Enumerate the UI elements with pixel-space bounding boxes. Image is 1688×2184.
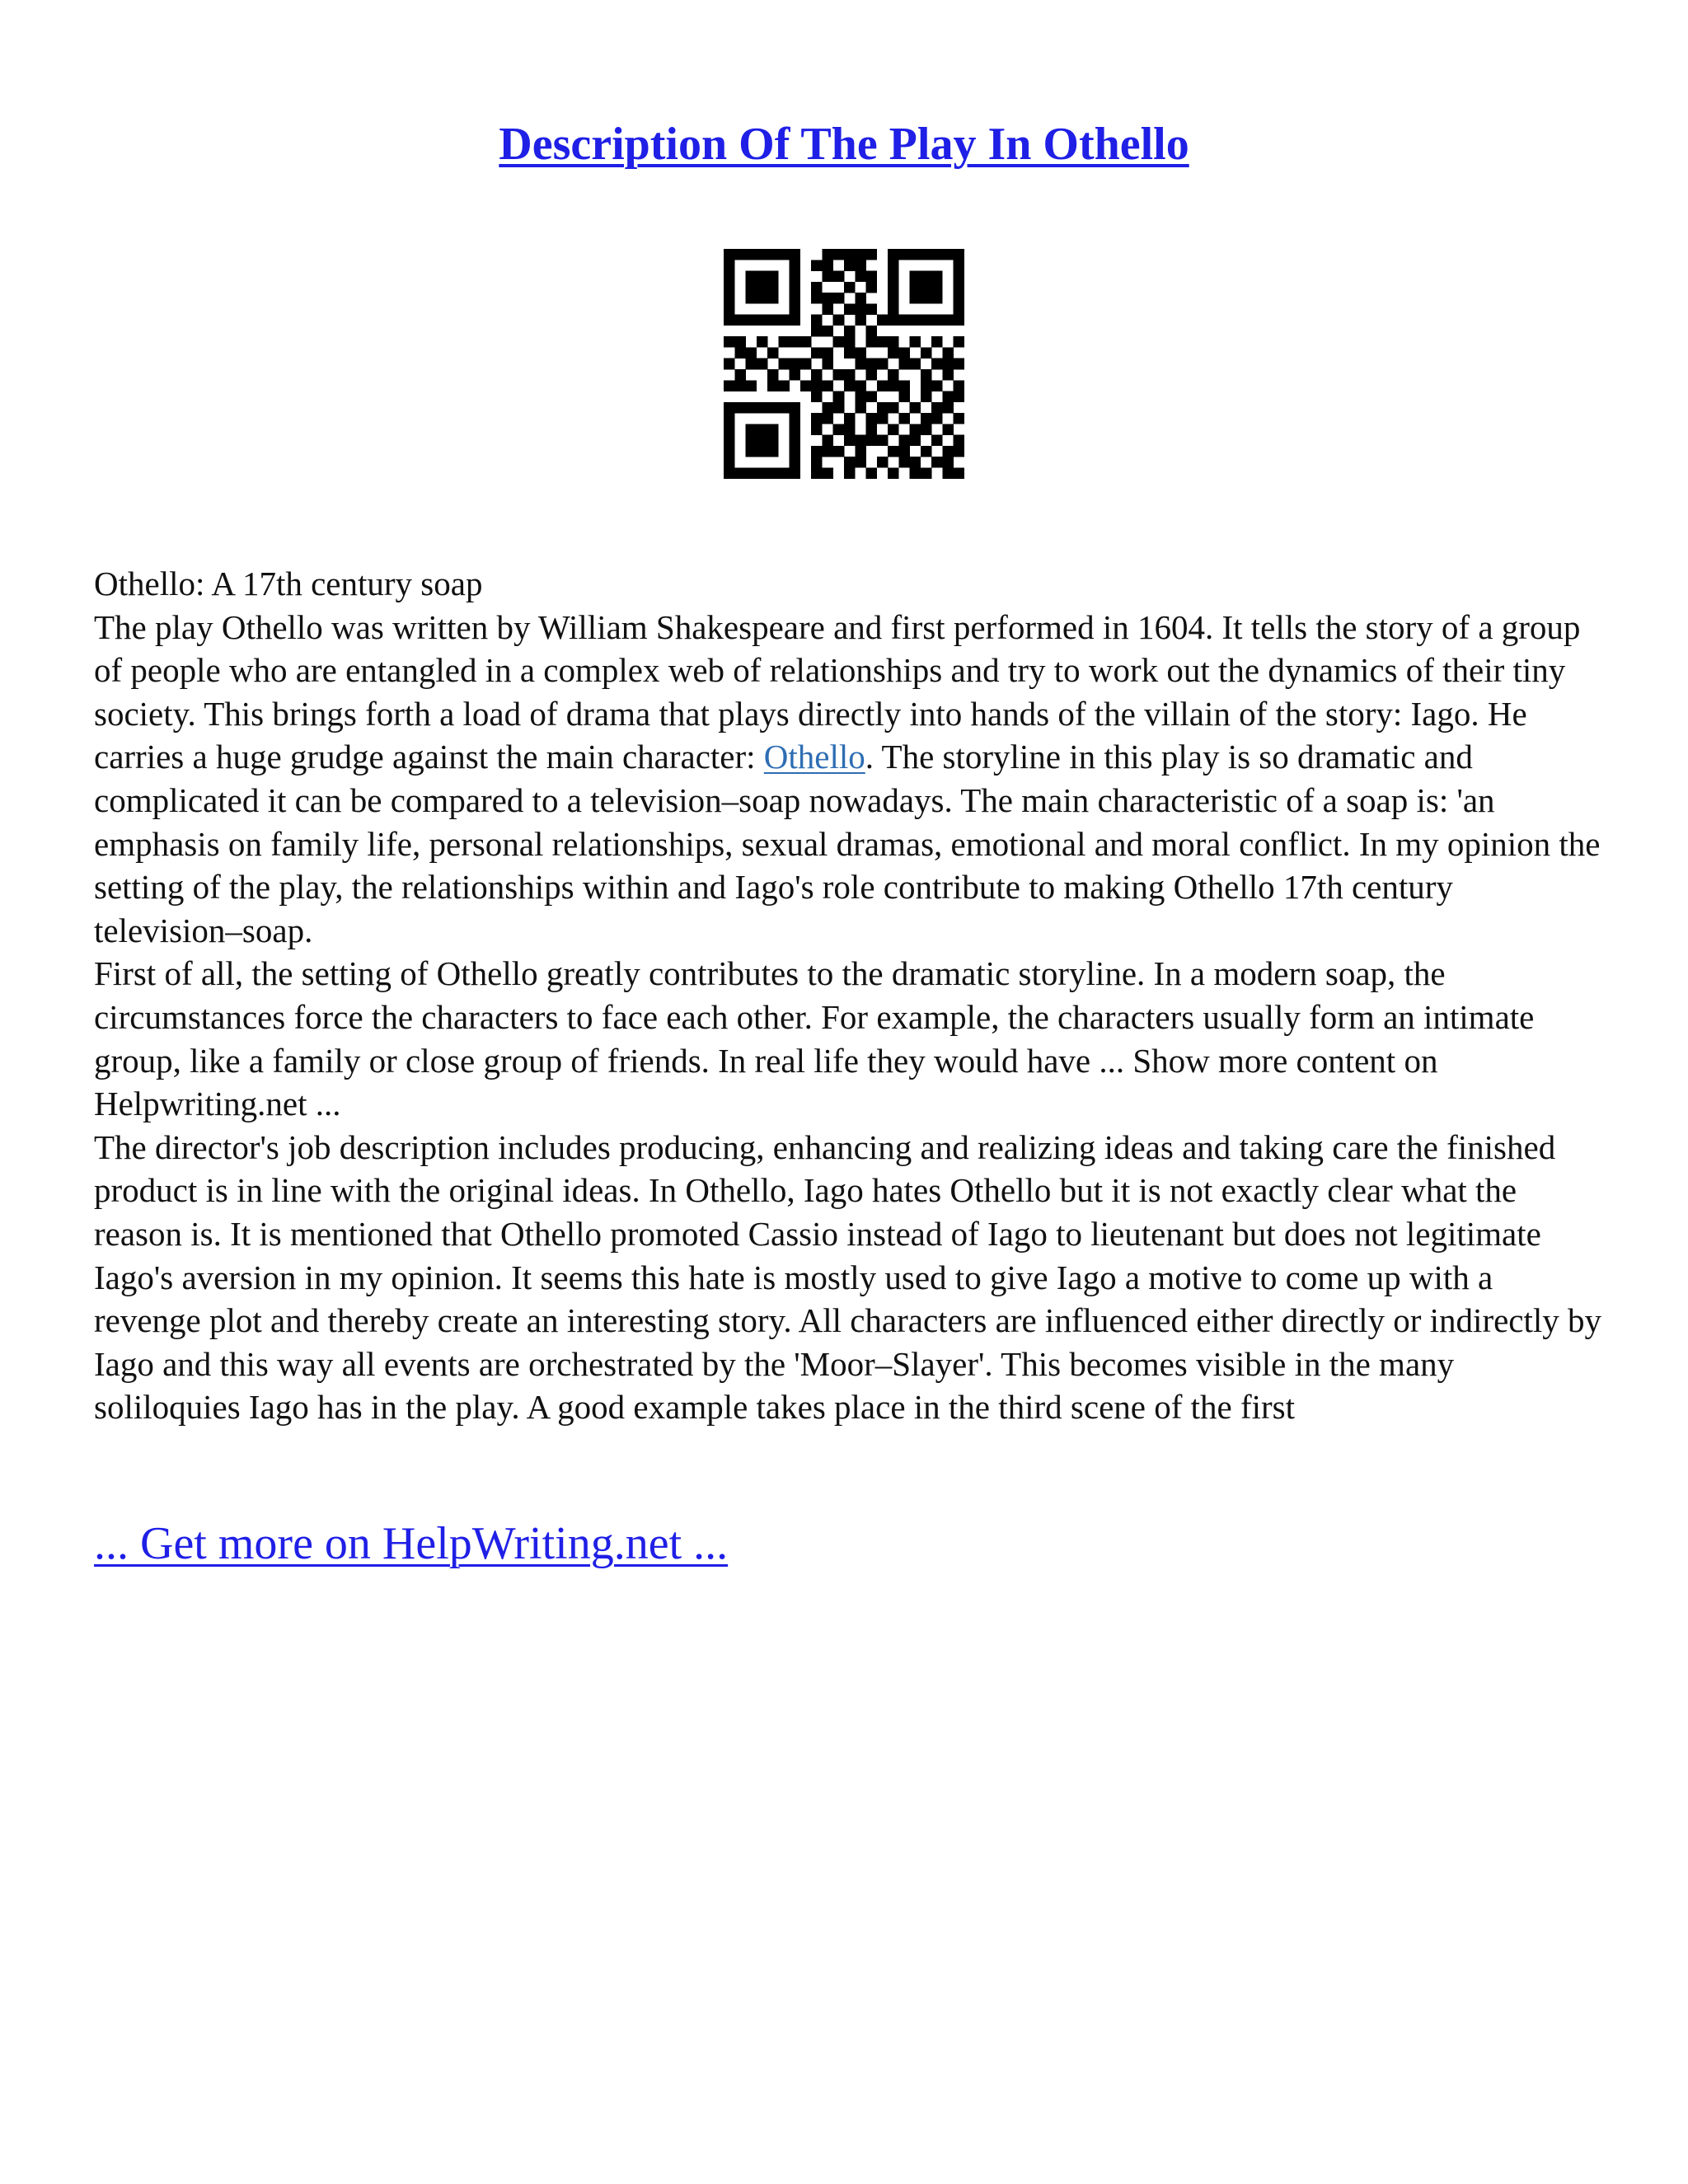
qr-module (921, 271, 932, 283)
qr-module (931, 380, 943, 391)
qr-module (931, 336, 943, 348)
qr-module (877, 413, 889, 424)
qr-module (954, 380, 964, 391)
qr-module (778, 359, 790, 370)
qr-code-icon (724, 249, 964, 490)
qr-module (888, 467, 899, 479)
qr-module (790, 435, 801, 447)
qr-module (811, 293, 823, 304)
qr-module (888, 424, 899, 435)
qr-module (811, 347, 823, 359)
qr-module (931, 315, 943, 326)
qr-module (942, 347, 954, 359)
get-more-section (94, 1515, 728, 1572)
qr-module (790, 249, 801, 260)
qr-module (767, 467, 779, 479)
qr-module (757, 271, 768, 283)
qr-module (811, 380, 823, 391)
qr-module (734, 467, 746, 479)
qr-module (746, 402, 757, 414)
qr-module (790, 336, 801, 348)
qr-module (757, 315, 768, 326)
qr-module (757, 293, 768, 304)
qr-module (833, 271, 845, 283)
qr-module (757, 424, 768, 435)
qr-module (855, 293, 866, 304)
qr-module (822, 359, 833, 370)
qr-module (888, 347, 899, 359)
qr-module (866, 336, 878, 348)
qr-module (954, 467, 964, 479)
qr-module (790, 282, 801, 293)
qr-module (855, 347, 866, 359)
qr-module (942, 402, 954, 414)
qr-module (942, 359, 954, 370)
qr-module (888, 260, 899, 271)
qr-module (931, 457, 943, 468)
qr-module (800, 380, 812, 391)
qr-module (833, 402, 845, 414)
qr-module (910, 315, 921, 326)
qr-module (724, 380, 735, 391)
qr-module (767, 249, 779, 260)
qr-module (811, 369, 823, 381)
qr-module (844, 347, 856, 359)
qr-module (778, 249, 790, 260)
qr-module (724, 249, 735, 260)
qr-module (767, 380, 779, 391)
qr-module (724, 260, 735, 271)
qr-module (724, 424, 735, 435)
qr-module (910, 336, 921, 348)
qr-module (790, 402, 801, 414)
qr-module (811, 315, 823, 326)
qr-module (910, 249, 921, 260)
qr-module (866, 249, 878, 260)
qr-module (888, 446, 899, 457)
qr-module (898, 315, 910, 326)
qr-module (833, 336, 845, 348)
qr-module (954, 303, 964, 315)
qr-module (746, 347, 757, 359)
qr-module (746, 435, 757, 447)
paragraph-intro (94, 606, 1602, 953)
qr-module (921, 369, 932, 381)
qr-module (822, 347, 833, 359)
qr-module (866, 326, 878, 337)
qr-module (855, 457, 866, 468)
qr-module (724, 402, 735, 414)
qr-module (734, 402, 746, 414)
qr-module (877, 359, 889, 370)
paragraph-intro-text-end: . The storyline in this play is so dramatic and complicated it can be compared to a television–soap nowadays. The main characteristic of a soap is: 'an emphasis on family life, personal relationships, sexual dramas, emotional and moral conflict. In my opinion the setting of the play, the relationships within and Iago's role contribute to making Othello 17th century television–soap. (94, 738, 1601, 949)
qr-module (724, 271, 735, 283)
qr-module (954, 271, 964, 283)
qr-module (888, 282, 899, 293)
qr-module (855, 260, 866, 271)
qr-module (724, 413, 735, 424)
qr-module (833, 249, 845, 260)
qr-module (942, 467, 954, 479)
qr-module (790, 293, 801, 304)
qr-module (921, 424, 932, 435)
qr-module (746, 315, 757, 326)
qr-module (942, 446, 954, 457)
qr-module (888, 249, 899, 260)
qr-module (724, 435, 735, 447)
qr-module (833, 424, 845, 435)
qr-module (921, 249, 932, 260)
qr-module (778, 467, 790, 479)
qr-module (954, 446, 964, 457)
qr-module (757, 359, 768, 370)
qr-module (921, 315, 932, 326)
qr-module (822, 380, 833, 391)
qr-module (866, 391, 878, 403)
qr-module (921, 446, 932, 457)
qr-module (954, 435, 964, 447)
qr-module (724, 457, 735, 468)
qr-module (767, 293, 779, 304)
qr-module (954, 413, 964, 424)
qr-module (767, 282, 779, 293)
qr-module (855, 249, 866, 260)
qr-module (942, 315, 954, 326)
title-link[interactable]: Description Of The Play In Othello (499, 119, 1189, 170)
qr-module (921, 380, 932, 391)
qr-module (757, 282, 768, 293)
othello-link[interactable]: Othello (763, 738, 865, 776)
qr-module (822, 446, 833, 457)
qr-module (790, 271, 801, 283)
qr-module (877, 435, 889, 447)
qr-module (844, 369, 856, 381)
qr-module (724, 293, 735, 304)
qr-module (855, 435, 866, 447)
qr-module (833, 391, 845, 403)
qr-module (877, 402, 889, 414)
qr-module (888, 315, 899, 326)
qr-module (844, 467, 856, 479)
qr-module (898, 380, 910, 391)
qr-module (778, 380, 790, 391)
qr-module (866, 359, 878, 370)
qr-module (910, 457, 921, 468)
paragraph-setting: First of all, the setting of Othello greatly contributes to the dramatic storyline. In a modern soap, the circumstances force the characters to face each other. For example, the characters usually form an intimate group, like a family or close group of friends. In real life they would have ... Show more content on Helpwriting.net ... (94, 954, 1535, 1123)
qr-module (724, 467, 735, 479)
qr-module (746, 271, 757, 283)
qr-module (811, 467, 823, 479)
qr-module (811, 326, 823, 337)
qr-module (844, 413, 856, 424)
qr-module (921, 347, 932, 359)
qr-module (790, 413, 801, 424)
qr-module (898, 435, 910, 447)
qr-module (790, 369, 801, 381)
qr-module (910, 293, 921, 304)
qr-module (746, 249, 757, 260)
qr-module (855, 271, 866, 283)
qr-module (844, 249, 856, 260)
qr-module (898, 359, 910, 370)
qr-module (910, 435, 921, 447)
qr-module (866, 435, 878, 447)
qr-module (790, 315, 801, 326)
qr-module (822, 413, 833, 424)
qr-module (790, 303, 801, 315)
qr-module (800, 359, 812, 370)
qr-module (778, 402, 790, 414)
qr-module (790, 457, 801, 468)
qr-module (811, 391, 823, 403)
get-more-link[interactable]: ... Get more on HelpWriting.net ... (94, 1518, 729, 1569)
qr-module (921, 293, 932, 304)
qr-module (866, 271, 878, 283)
qr-module (844, 424, 856, 435)
qr-module (855, 380, 866, 391)
qr-module (855, 402, 866, 414)
qr-module (931, 359, 943, 370)
qr-module (855, 303, 866, 315)
qr-module (921, 413, 932, 424)
qr-module (877, 457, 889, 468)
qr-module (910, 271, 921, 283)
qr-module (757, 446, 768, 457)
qr-module (746, 467, 757, 479)
qr-module (767, 315, 779, 326)
qr-module (778, 315, 790, 326)
qr-module (844, 435, 856, 447)
qr-module (898, 391, 910, 403)
qr-module (844, 457, 856, 468)
qr-module (921, 391, 932, 403)
qr-module (888, 303, 899, 315)
qr-module (942, 249, 954, 260)
qr-module (746, 282, 757, 293)
qr-module (931, 402, 943, 414)
qr-module (910, 402, 921, 414)
qr-module (844, 282, 856, 293)
qr-module (811, 446, 823, 457)
qr-module (954, 315, 964, 326)
qr-module (790, 424, 801, 435)
qr-module (724, 315, 735, 326)
qr-module (724, 359, 735, 370)
qr-module (866, 282, 878, 293)
qr-module (811, 457, 823, 468)
qr-module (757, 435, 768, 447)
qr-module (767, 446, 779, 457)
qr-module (822, 260, 833, 271)
qr-module (833, 293, 845, 304)
qr-module (757, 336, 768, 348)
qr-module (778, 336, 790, 348)
qr-module (866, 424, 878, 435)
qr-module (942, 457, 954, 468)
qr-module (822, 249, 833, 260)
qr-module (931, 435, 943, 447)
qr-module (888, 369, 899, 381)
qr-module (866, 303, 878, 315)
qr-module (855, 446, 866, 457)
qr-module (866, 467, 878, 479)
qr-module (844, 380, 856, 391)
qr-module (811, 260, 823, 271)
qr-module (910, 424, 921, 435)
qr-module (931, 249, 943, 260)
qr-code (724, 249, 964, 490)
qr-module (931, 413, 943, 424)
qr-module (855, 391, 866, 403)
qr-module (822, 293, 833, 304)
qr-module (942, 424, 954, 435)
qr-module (954, 293, 964, 304)
qr-module (767, 435, 779, 447)
qr-module (790, 359, 801, 370)
qr-module (877, 315, 889, 326)
qr-module (954, 391, 964, 403)
qr-module (734, 380, 746, 391)
qr-module (746, 293, 757, 304)
qr-module (942, 369, 954, 381)
qr-module (877, 336, 889, 348)
qr-module (844, 260, 856, 271)
qr-module (811, 424, 823, 435)
qr-module (746, 380, 757, 391)
qr-module (811, 413, 823, 424)
qr-module (898, 347, 910, 359)
qr-module (800, 336, 812, 348)
qr-module (954, 359, 964, 370)
qr-module (822, 326, 833, 337)
qr-module (746, 446, 757, 457)
qr-module (888, 380, 899, 391)
qr-module (931, 282, 943, 293)
qr-module (767, 424, 779, 435)
qr-module (833, 315, 845, 326)
qr-module (877, 380, 889, 391)
qr-module (844, 303, 856, 315)
qr-module (954, 336, 964, 348)
qr-module (811, 282, 823, 293)
qr-module (757, 467, 768, 479)
qr-module (746, 359, 757, 370)
qr-module (822, 435, 833, 447)
qr-module (931, 293, 943, 304)
qr-module (931, 271, 943, 283)
qr-module (844, 336, 856, 348)
qr-module (767, 369, 779, 381)
paragraph-director: The director's job description includes producing, enhancing and realizing ideas and taking care the finished product is in line with the original ideas. In Othello, Iago hates Othello but it is not exactly clear what the reason is. It is mentioned that Othello promoted Cassio instead of Iago to lieutenant but does not legitimate Iago's aversion in my opinion. It seems this hate is mostly used to give Iago a motive to come up with a revenge plot and thereby create an interesting story. All characters are influenced either directly or indirectly by Iago and this way all events are orchestrated by the 'Moor–Slayer'. This becomes visible in the many soliloquies Iago has in the play. A good example takes place in the third scene of the first (94, 1127, 1602, 1427)
qr-module (724, 282, 735, 293)
qr-module (866, 369, 878, 381)
qr-module (790, 260, 801, 271)
qr-module (767, 402, 779, 414)
qr-module (942, 391, 954, 403)
qr-module (822, 402, 833, 414)
qr-module (757, 402, 768, 414)
qr-module (855, 315, 866, 326)
qr-module (746, 424, 757, 435)
qr-module (954, 249, 964, 260)
qr-module (910, 282, 921, 293)
qr-module (921, 467, 932, 479)
qr-module (822, 271, 833, 283)
qr-module (790, 446, 801, 457)
qr-module (954, 282, 964, 293)
qr-module (833, 446, 845, 457)
qr-module (822, 467, 833, 479)
qr-module (888, 336, 899, 348)
qr-module (888, 271, 899, 283)
qr-module (790, 467, 801, 479)
qr-module (954, 260, 964, 271)
qr-module (822, 303, 833, 315)
qr-module (844, 326, 856, 337)
qr-module (898, 457, 910, 468)
qr-module (734, 315, 746, 326)
page-title (0, 115, 1688, 173)
qr-module (855, 359, 866, 370)
qr-module (921, 282, 932, 293)
qr-module (734, 336, 746, 348)
qr-module (898, 413, 910, 424)
qr-module (757, 249, 768, 260)
qr-module (767, 271, 779, 283)
qr-module (734, 249, 746, 260)
qr-module (888, 402, 899, 414)
qr-module (833, 369, 845, 381)
qr-module (866, 413, 878, 424)
article-subtitle: Othello: A 17th century soap (94, 565, 483, 602)
qr-module (898, 446, 910, 457)
qr-module (724, 446, 735, 457)
article-body (94, 562, 1602, 1429)
qr-module (767, 347, 779, 359)
qr-module (888, 293, 899, 304)
qr-module (910, 359, 921, 370)
paragraph-intro-text-start: The play Othello was written by William Shakespeare and first performed in 1604. It tells the story of a group of people who are entangled in a complex web of relationships and try to work out the dynamics of their tiny society. This brings forth a load of drama that plays directly into hands of the villain of the story: Iago. He carries a huge grudge against the main character: (94, 607, 1581, 776)
qr-module (734, 369, 746, 381)
qr-module (734, 347, 746, 359)
qr-module (910, 467, 921, 479)
qr-module (724, 303, 735, 315)
qr-module (724, 336, 735, 348)
qr-module (898, 249, 910, 260)
